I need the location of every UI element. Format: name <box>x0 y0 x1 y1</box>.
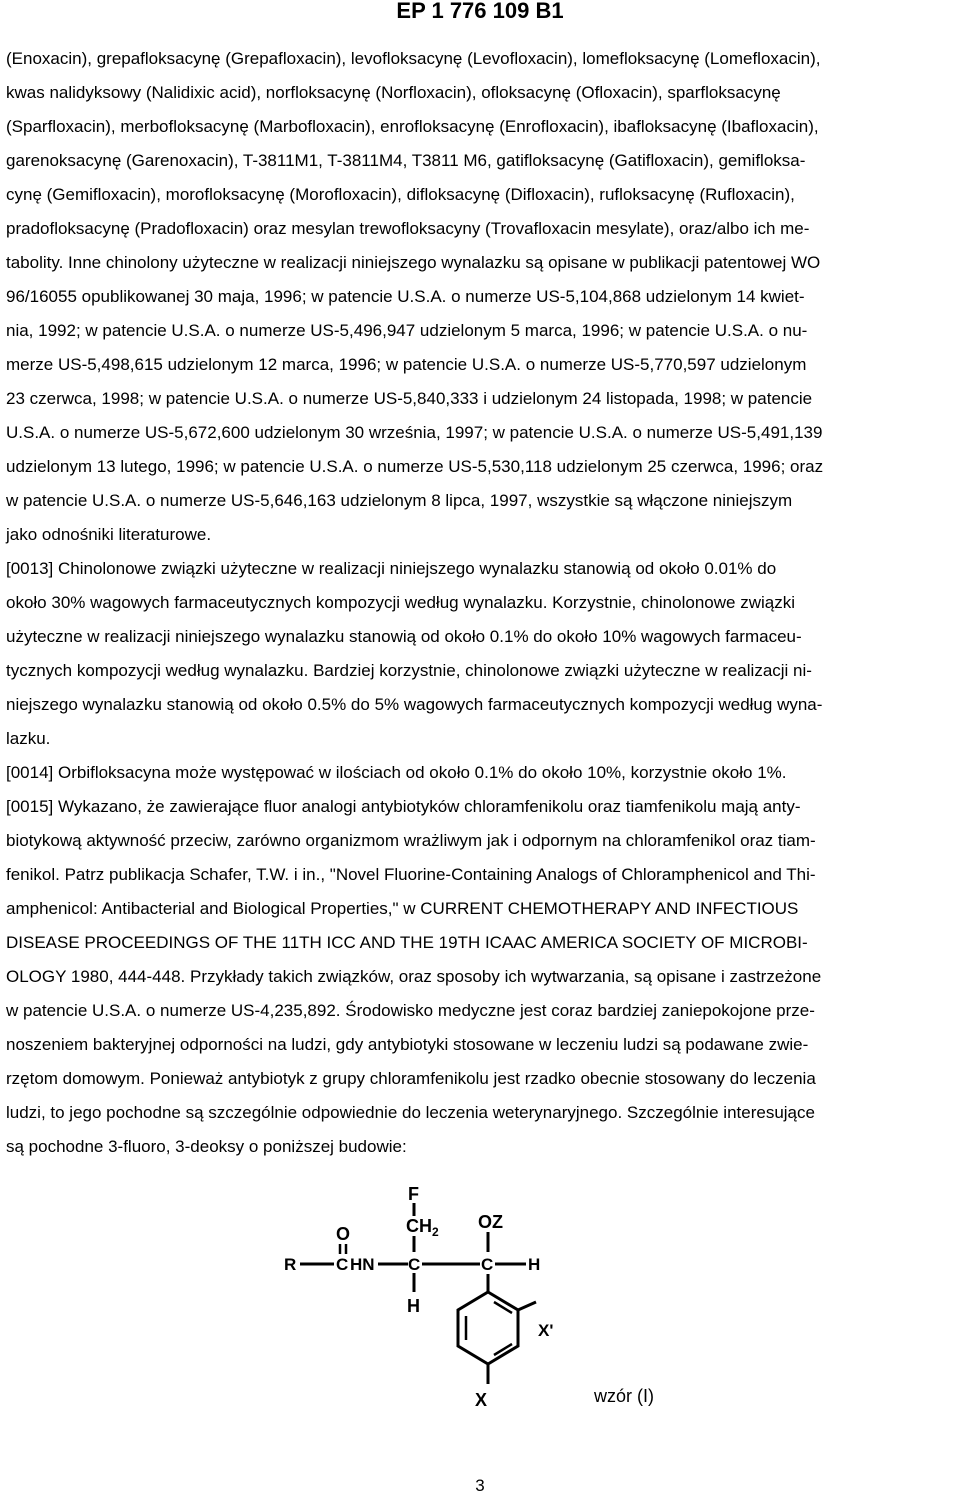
atom-c-right: C <box>481 1255 494 1274</box>
group-hn: HN <box>350 1255 375 1274</box>
text-line: cynę (Gemifloxacin), morofloksacynę (Morofloxacin), difloksacynę (Difloxacin), rufloksacynę (Rufloxacin), <box>6 185 795 204</box>
text-line: udzielonym 13 lutego, 1996; w patencie U.S.A. o numerze US-5,530,118 udzielonym 25 czerwca, 1996; oraz <box>6 457 824 476</box>
atom-f: F <box>408 1184 419 1204</box>
text-line: nia, 1992; w patencie U.S.A. o numerze US-5,496,947 udzielonym 5 marca, 1996; w patencie U.S.A. o nu- <box>6 321 808 340</box>
text-line: ludzi, to jego pochodne są szczególnie odpowiednie do leczenia weterynaryjnego. Szczególnie interesujące <box>6 1103 815 1122</box>
atom-h-right: H <box>528 1255 541 1274</box>
text-line: merze US-5,498,615 udzielonym 12 marca, 1996; w patencie U.S.A. o numerze US-5,770,597 udzielonym <box>6 355 807 374</box>
text-line: rzętom domowym. Ponieważ antybiotyk z grupy chloramfenikolu jest rzadko obecnie stosowany do leczenia <box>6 1069 816 1088</box>
text-line: 23 czerwca, 1998; w patencie U.S.A. o numerze US-5,840,333 i udzielonym 24 listopada, 1998; w patencie <box>6 389 813 408</box>
paragraph-0015-line: [0015] Wykazano, że zawierające fluor analogi antybiotyków chloramfenikolu oraz tiamfenikolu mają anty- <box>6 797 801 816</box>
text-line: około 30% wagowych farmaceutycznych kompozycji według wynalazku. Korzystnie, chinolonowe związki <box>6 593 795 612</box>
group-ch2 <box>406 1216 439 1239</box>
text-line: tycznych kompozycji według wynalazku. Bardziej korzystnie, chinolonowe związki użyteczne w realizacji ni- <box>6 661 812 680</box>
paragraph-0014-line: [0014] Orbifloksacyna może występować w ilościach od około 0.1% do około 10%, korzystnie około 1%. <box>6 763 787 782</box>
group-oz: OZ <box>478 1212 503 1232</box>
atom-c-carbonyl: C <box>336 1255 349 1274</box>
page-number: 3 <box>475 1476 485 1495</box>
text-line: 96/16055 opublikowanej 30 maja, 1996; w patencie U.S.A. o numerze US-5,104,868 udzielonym 14 kwiet- <box>6 287 805 306</box>
text-line: w patencie U.S.A. o numerze US-4,235,892. Środowisko medyczne jest coraz bardziej zaniepokojone prze- <box>6 1001 815 1020</box>
atom-h-bottom: H <box>407 1296 420 1316</box>
chemical-structure-formula <box>270 1170 590 1420</box>
text-line: niejszego wynalazku stanowią od około 0.5% do 5% wagowych farmaceutycznych kompozycji według wyna- <box>6 695 823 714</box>
text-line: w patencie U.S.A. o numerze US-5,646,163 udzielonym 8 lipca, 1997, wszystkie są włączone niniejszym <box>6 491 793 510</box>
ch2-subscript: 2 <box>432 1225 439 1239</box>
patent-number-header: EP 1 776 109 B1 <box>396 0 564 23</box>
atom-c-center: C <box>408 1255 421 1274</box>
text-line: U.S.A. o numerze US-5,672,600 udzielonym 30 września, 1997; w patencie U.S.A. o numerze US-5,491,139 <box>6 423 823 442</box>
text-line: amphenicol: Antibacterial and Biological Properties," w CURRENT CHEMOTHERAPY AND INFECTIOUS <box>6 899 799 918</box>
substituent-x: X <box>475 1390 488 1410</box>
text-line: garenoksacynę (Garenoxacin), T-3811M1, T-3811M4, T3811 M6, gatifloksacynę (Gatifloxacin), gemifloksa- <box>6 151 806 170</box>
text-line: tabolity. Inne chinolony użyteczne w realizacji niniejszego wynalazku są opisane w publikacji patentowej WO <box>6 253 821 272</box>
text-line: użyteczne w realizacji niniejszego wynalazku stanowią od około 0.1% do około 10% wagowych farmaceu- <box>6 627 802 646</box>
text-line: kwas nalidyksowy (Nalidixic acid), norfloksacynę (Norfloxacin), ofloksacynę (Ofloxacin), sparfloksacynę <box>6 83 781 102</box>
text-line: (Enoxacin), grepafloksacynę (Grepafloxacin), levofloksacynę (Levofloxacin), lomefloksacynę (Lomefloxacin), <box>6 49 821 68</box>
text-line: OLOGY 1980, 444-448. Przykłady takich związków, oraz sposoby ich wytwarzania, są opisane i zastrzeżone <box>6 967 822 986</box>
ch2-main: CH <box>406 1216 432 1236</box>
substituent-x-prime: X' <box>538 1321 554 1340</box>
text-line: biotykową aktywność przeciw, zarówno organizmom wrażliwym jak i odpornym na chloramfenikol oraz tiam- <box>6 831 816 850</box>
text-line: są pochodne 3-fluoro, 3-deoksy o poniższej budowie: <box>6 1137 407 1156</box>
text-line: fenikol. Patrz publikacja Schafer, T.W. i in., "Novel Fluorine-Containing Analogs of Chloramphenicol and Thi- <box>6 865 816 884</box>
paragraph-0013-line: [0013] Chinolonowe związki użyteczne w realizacji niniejszego wynalazku stanowią od około 0.01% do <box>6 559 777 578</box>
formula-caption: wzór (I) <box>594 1386 654 1406</box>
text-line: noszeniem bakteryjnej odporności na ludzi, gdy antybiotyki stosowane w leczeniu ludzi są podawane zwie- <box>6 1035 809 1054</box>
text-line: jako odnośniki literaturowe. <box>6 525 212 544</box>
group-r: R <box>284 1255 297 1274</box>
text-line: lazku. <box>6 729 51 748</box>
atom-o-carbonyl: O <box>336 1224 351 1244</box>
text-line: (Sparfloxacin), merbofloksacynę (Marbofloxacin), enrofloksacynę (Enrofloxacin), ibafloksacynę (Ibafloxacin), <box>6 117 819 136</box>
text-line: pradofloksacynę (Pradofloxacin) oraz mesylan trewofloksacyny (Trovafloxacin mesylate), oraz/albo ich me- <box>6 219 810 238</box>
text-line: DISEASE PROCEEDINGS OF THE 11TH ICC AND THE 19TH ICAAC AMERICA SOCIETY OF MICROBI- <box>6 933 808 952</box>
body-text <box>6 42 956 1164</box>
structure-drawing <box>270 1170 590 1420</box>
